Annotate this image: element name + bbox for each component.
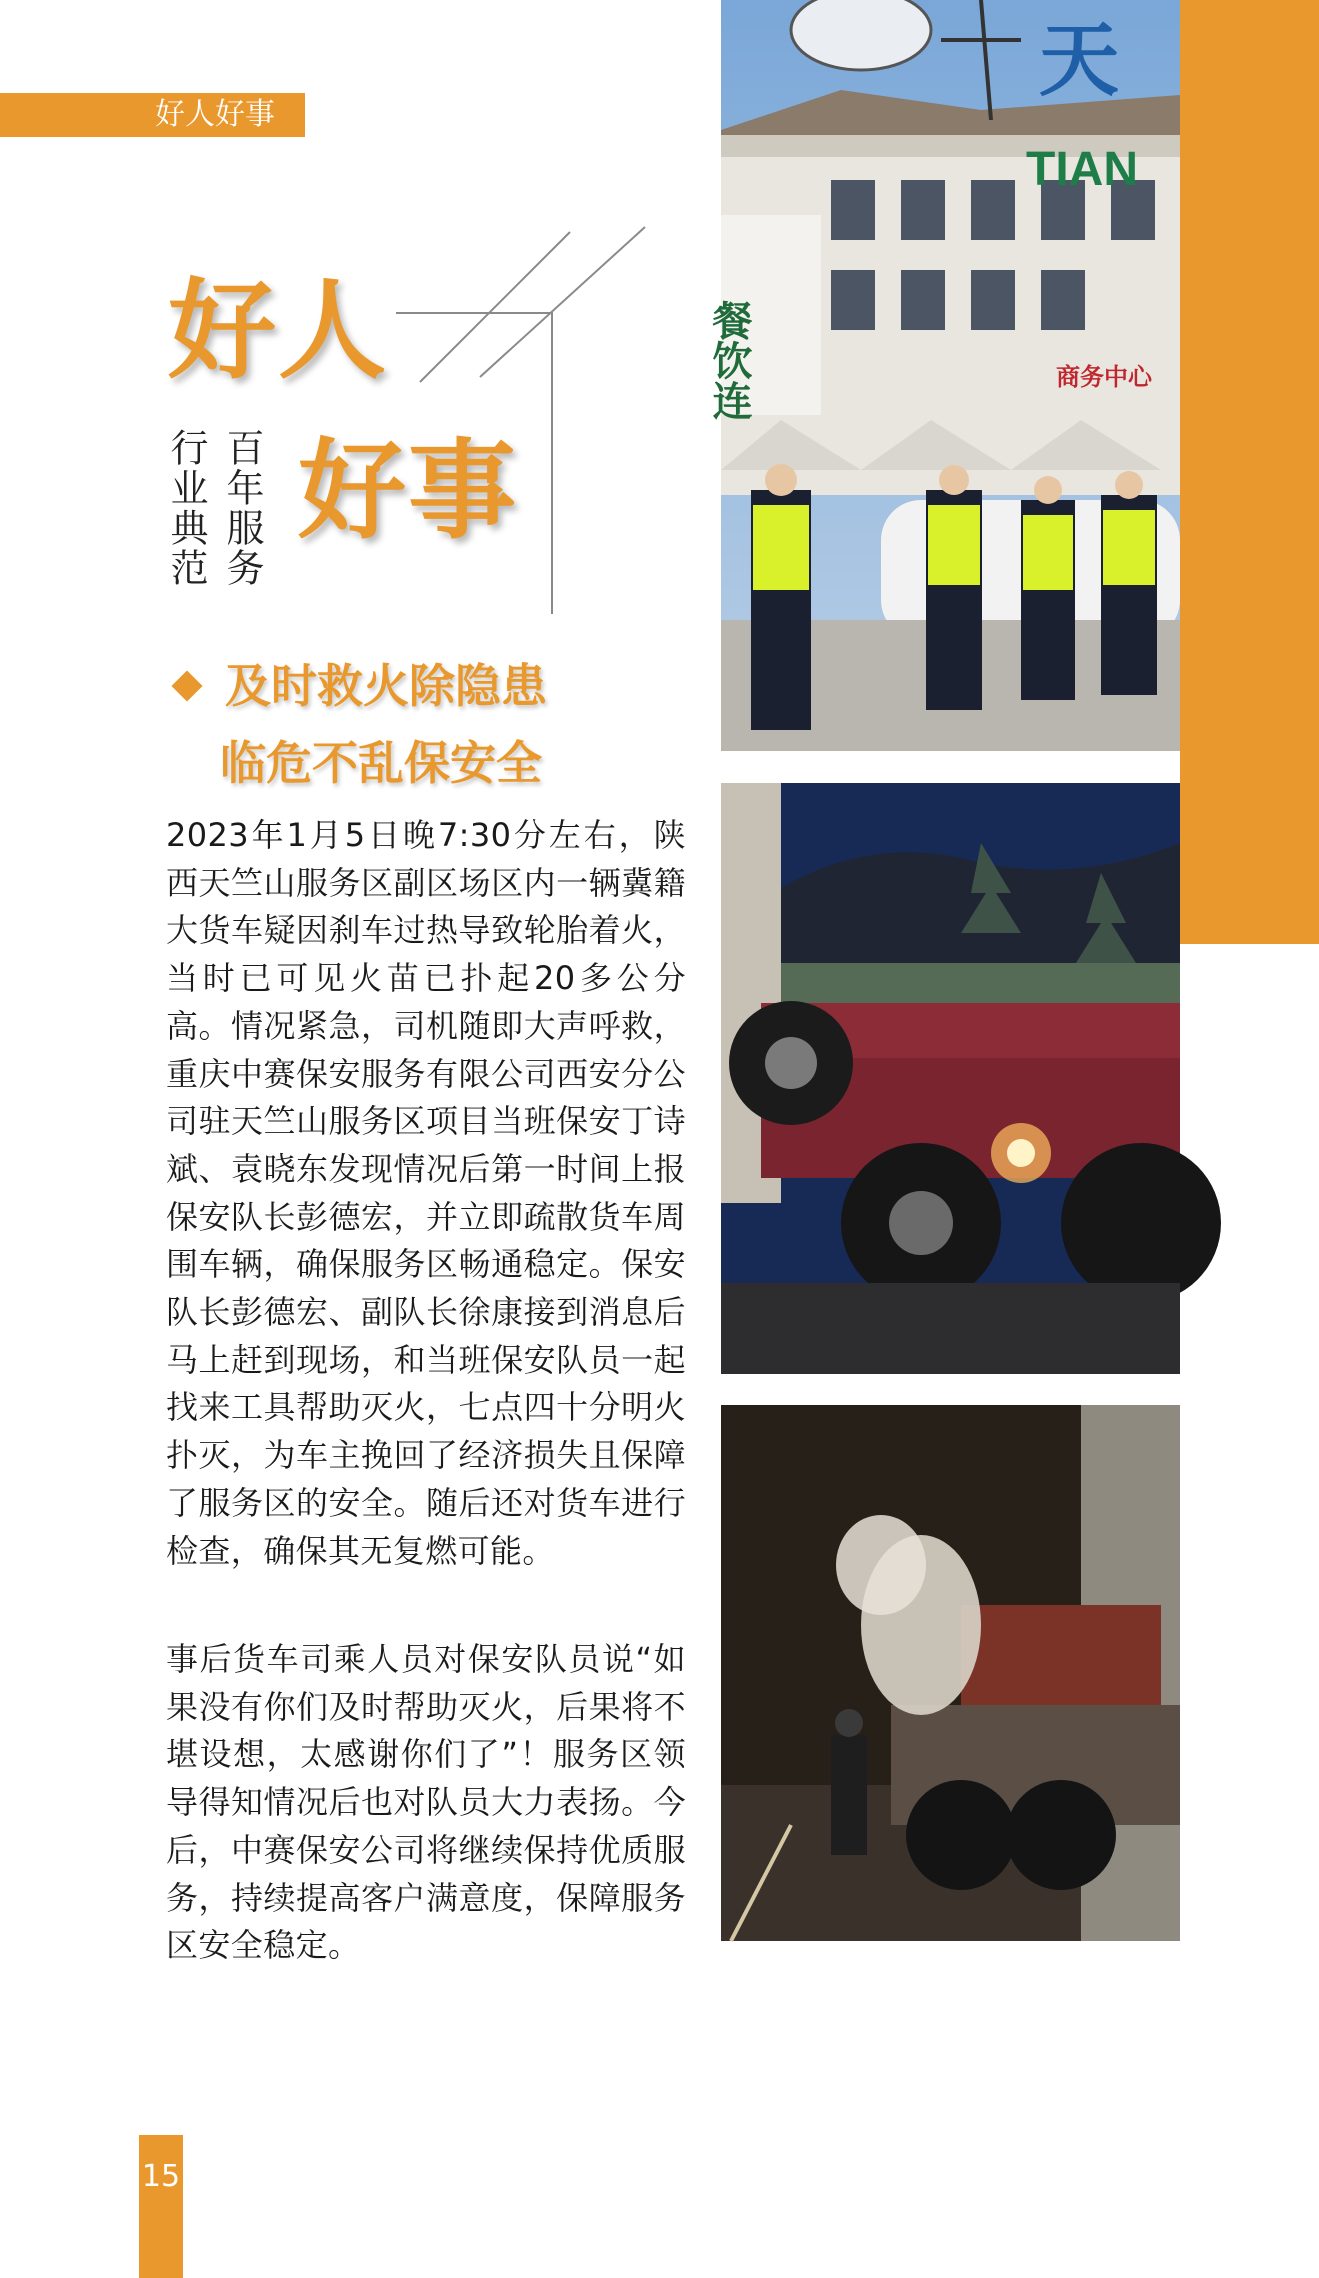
sign-big-text: 天 [1039, 16, 1119, 105]
article-paragraph-1: 2023年1月5日晚7:30分左右，陕西天竺山服务区副区场区内一辆冀籍大货车疑因刹车过热导致轮胎着火，当时已可见火苗已扑起20多公分高。情况紧急，司机随即大声呼救，重庆中赛保安服务有限公司西安分公司驻天竺山服务区项目当班保安丁诗斌、袁晓东发现情况后第一时间上报保安队长彭德宏，并立即疏散货车周围车辆，确保服务区畅通稳定。保安队长彭德宏、副队长徐康接到消息后马上赶到现场，和当班保安队员一起找来工具帮助灭火，七点四十分明火扑灭，为车主挽回了经济损失且保障了服务区的安全。随后还对货车进行检查，确保其无复燃可能。 [166, 816, 686, 1570]
page-number: 15 [139, 2135, 183, 2278]
motto-column-1: 百年服务 [220, 428, 264, 588]
sign-latin-text: TIAN [1026, 143, 1138, 196]
page-title-line1: 好人 [168, 269, 389, 394]
article-heading-line2: 临危不乱保安全 [220, 736, 542, 790]
page-title-line2: 好事 [298, 429, 519, 554]
photo-security-guards [707, 0, 1180, 751]
photo-fire-extinguishing [721, 1405, 1180, 1941]
article-heading-line1: 及时救火除隐患 [225, 659, 547, 713]
right-accent-band [1180, 0, 1319, 944]
sign-left-text: 餐饮连 [707, 300, 751, 420]
heading-bullet-icon [171, 670, 202, 701]
section-tab: 好人好事 [0, 93, 305, 137]
sign-right-text: 商务中心 [1056, 364, 1152, 391]
photo-truck-fire [721, 783, 1180, 1374]
article-paragraph-2: 事后货车司乘人员对保安队员说“如果没有你们及时帮助灭火，后果将不堪设想，太感谢你们了”！服务区领导得知情况后也对队员大力表扬。今后，中赛保安公司将继续保持优质服务，持续提高客户满意度，保障服务区安全稳定。 [166, 1640, 686, 1965]
motto-column-2: 行业典范 [164, 428, 208, 588]
